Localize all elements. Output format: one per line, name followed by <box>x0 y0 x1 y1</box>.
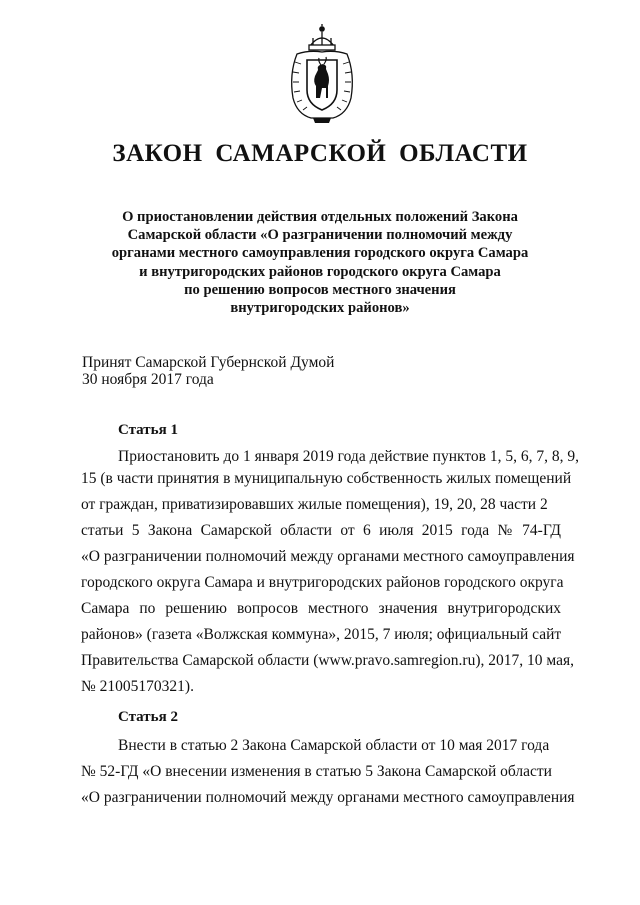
law-subtitle <box>100 208 540 317</box>
adoption-date: 30 ноября 2017 года <box>82 371 214 388</box>
text-line: Внести в статью 2 Закона Самарской области от 10 мая 2017 года <box>118 737 550 754</box>
subtitle-line: О приостановлении действия отдельных положений Закона <box>122 209 518 225</box>
text-line: районов» (газета «Волжская коммуна», 2015, 7 июля; официальный сайт <box>81 626 562 643</box>
subtitle-line: органами местного самоуправления городского округа Самара <box>111 245 529 262</box>
adoption-note <box>82 354 334 388</box>
text-line: статьи 5 Закона Самарской области от 6 июля 2015 года № 74-ГД <box>81 522 561 539</box>
subtitle-line: внутригородских районов» <box>230 300 410 317</box>
text-line: № 52-ГД «О внесении изменения в статью 5 Закона Самарской области <box>81 763 552 780</box>
text-line: «О разграничении полномочий между органами местного самоуправления <box>81 548 575 565</box>
text-line: Приостановить до 1 января 2019 года действие пунктов 1, 5, 6, 7, 8, 9, <box>118 448 579 465</box>
text-line: 15 (в части принятия в муниципальную собственность жилых помещений <box>81 470 572 487</box>
text-line: Правительства Самарской области (www.pravo.samregion.ru), 2017, 10 мая, <box>81 652 574 669</box>
subtitle-line: Самарской области «О разграничении полномочий между <box>127 227 513 244</box>
text-line: городского округа Самара и внутригородских районов городского округа <box>81 574 564 591</box>
subtitle-line: и внутригородских районов городского округа Самара <box>139 263 501 280</box>
article-1-heading: Статья 1 <box>118 422 178 438</box>
article-2-heading: Статья 2 <box>118 709 178 725</box>
text-line: «О разграничении полномочий между органами местного самоуправления <box>81 789 575 806</box>
text-line: Самара по решению вопросов местного значения внутригородских <box>81 600 561 617</box>
law-title: ЗАКОН САМАРСКОЙ ОБЛАСТИ <box>112 140 528 167</box>
subtitle-line: по решению вопросов местного значения <box>184 281 456 298</box>
samara-oblast-coat-of-arms-icon <box>283 24 361 126</box>
text-line: от граждан, приватизировавших жилые помещения), 19, 20, 28 части 2 <box>81 496 548 513</box>
text-line: № 21005170321). <box>81 678 194 695</box>
adoption-body: Принят Самарской Губернской Думой <box>82 354 335 371</box>
